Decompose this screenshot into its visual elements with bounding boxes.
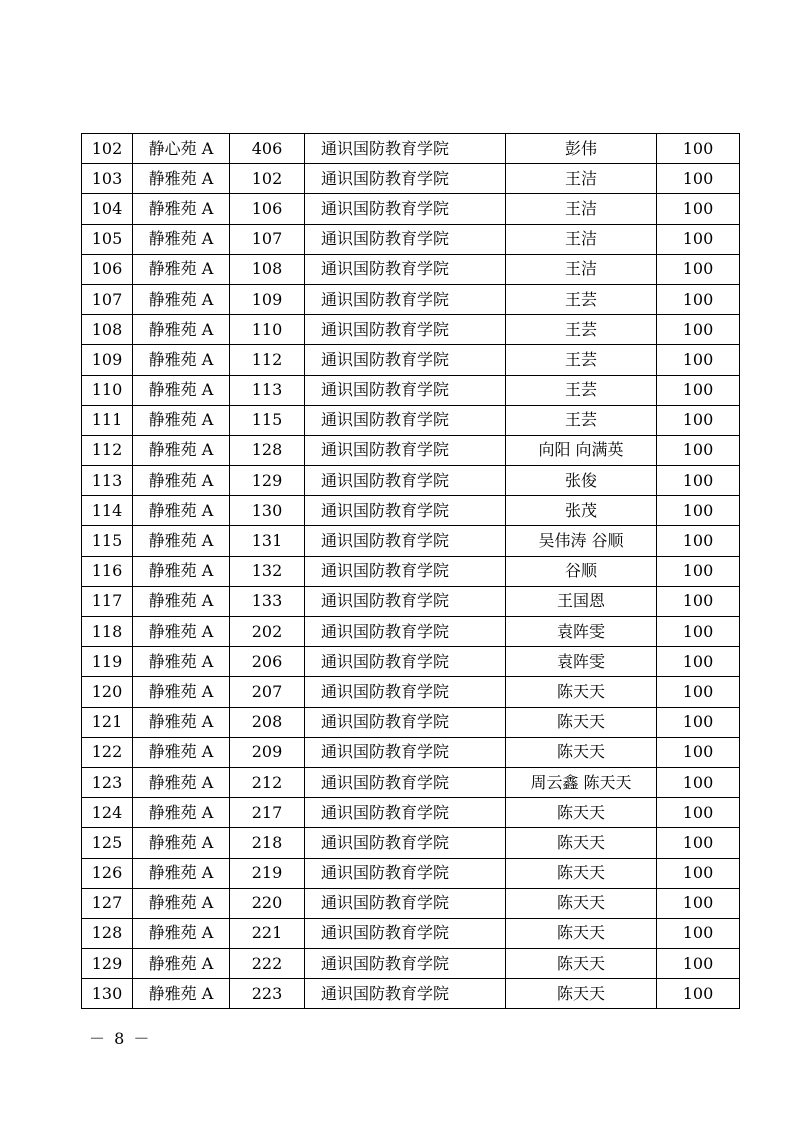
cell-building: 静雅苑 A: [133, 586, 230, 616]
cell-number: 122: [82, 737, 133, 767]
cell-college: 通识国防教育学院: [305, 647, 506, 677]
cell-teacher: 王芸: [506, 375, 657, 405]
cell-college: 通识国防教育学院: [305, 677, 506, 707]
cell-building: 静雅苑 A: [133, 466, 230, 496]
cell-college: 通识国防教育学院: [305, 828, 506, 858]
cell-building: 静雅苑 A: [133, 254, 230, 284]
cell-teacher: 张茂: [506, 496, 657, 526]
cell-college: 通识国防教育学院: [305, 284, 506, 314]
cell-score: 100: [657, 737, 740, 767]
cell-room: 129: [230, 466, 305, 496]
cell-room: 112: [230, 345, 305, 375]
cell-building: 静雅苑 A: [133, 435, 230, 465]
cell-score: 100: [657, 134, 740, 164]
table-body: [82, 134, 740, 1009]
cell-building: 静雅苑 A: [133, 405, 230, 435]
cell-room: 108: [230, 254, 305, 284]
cell-teacher: 王洁: [506, 164, 657, 194]
cell-room: 113: [230, 375, 305, 405]
cell-building: 静雅苑 A: [133, 526, 230, 556]
cell-college: 通识国防教育学院: [305, 224, 506, 254]
cell-number: 117: [82, 586, 133, 616]
cell-room: 222: [230, 949, 305, 979]
table-row: [82, 164, 740, 194]
cell-score: 100: [657, 707, 740, 737]
cell-teacher: 向阳 向满英: [506, 435, 657, 465]
cell-teacher: 王芸: [506, 284, 657, 314]
cell-building: 静雅苑 A: [133, 979, 230, 1009]
cell-room: 223: [230, 979, 305, 1009]
cell-college: 通识国防教育学院: [305, 435, 506, 465]
cell-building: 静雅苑 A: [133, 707, 230, 737]
cell-teacher: 王洁: [506, 254, 657, 284]
cell-building: 静雅苑 A: [133, 888, 230, 918]
cell-building: 静雅苑 A: [133, 798, 230, 828]
cell-room: 133: [230, 586, 305, 616]
cell-teacher: 吴伟涛 谷顺: [506, 526, 657, 556]
cell-college: 通识国防教育学院: [305, 858, 506, 888]
cell-score: 100: [657, 828, 740, 858]
cell-room: 217: [230, 798, 305, 828]
cell-building: 静雅苑 A: [133, 224, 230, 254]
cell-score: 100: [657, 466, 740, 496]
cell-room: 212: [230, 767, 305, 797]
cell-building: 静雅苑 A: [133, 617, 230, 647]
cell-score: 100: [657, 647, 740, 677]
table-row: [82, 949, 740, 979]
cell-number: 115: [82, 526, 133, 556]
table-row: [82, 677, 740, 707]
cell-room: 115: [230, 405, 305, 435]
cell-building: 静雅苑 A: [133, 858, 230, 888]
cell-building: 静雅苑 A: [133, 767, 230, 797]
cell-teacher: 彭伟: [506, 134, 657, 164]
cell-teacher: 王芸: [506, 345, 657, 375]
cell-score: 100: [657, 254, 740, 284]
table-row: [82, 918, 740, 948]
table-row: [82, 617, 740, 647]
table-row: [82, 466, 740, 496]
cell-score: 100: [657, 375, 740, 405]
cell-college: 通识国防教育学院: [305, 737, 506, 767]
cell-teacher: 陈天天: [506, 677, 657, 707]
table-row: [82, 888, 740, 918]
cell-number: 107: [82, 284, 133, 314]
cell-score: 100: [657, 888, 740, 918]
table-row: [82, 828, 740, 858]
table-row: [82, 647, 740, 677]
cell-teacher: 袁阵雯: [506, 647, 657, 677]
cell-teacher: 谷顺: [506, 556, 657, 586]
cell-teacher: 王芸: [506, 405, 657, 435]
cell-room: 406: [230, 134, 305, 164]
cell-score: 100: [657, 194, 740, 224]
cell-number: 102: [82, 134, 133, 164]
cell-score: 100: [657, 586, 740, 616]
cell-college: 通识国防教育学院: [305, 164, 506, 194]
cell-college: 通识国防教育学院: [305, 194, 506, 224]
cell-building: 静雅苑 A: [133, 496, 230, 526]
table-row: [82, 375, 740, 405]
cell-teacher: 袁阵雯: [506, 617, 657, 647]
cell-number: 110: [82, 375, 133, 405]
table-row: [82, 798, 740, 828]
cell-building: 静雅苑 A: [133, 284, 230, 314]
cell-building: 静雅苑 A: [133, 345, 230, 375]
cell-teacher: 陈天天: [506, 737, 657, 767]
cell-score: 100: [657, 526, 740, 556]
cell-room: 102: [230, 164, 305, 194]
cell-score: 100: [657, 617, 740, 647]
table-row: [82, 556, 740, 586]
cell-college: 通识国防教育学院: [305, 526, 506, 556]
cell-score: 100: [657, 224, 740, 254]
cell-college: 通识国防教育学院: [305, 315, 506, 345]
cell-score: 100: [657, 949, 740, 979]
cell-teacher: 陈天天: [506, 949, 657, 979]
cell-college: 通识国防教育学院: [305, 949, 506, 979]
cell-college: 通识国防教育学院: [305, 617, 506, 647]
cell-room: 220: [230, 888, 305, 918]
cell-teacher: 陈天天: [506, 707, 657, 737]
cell-score: 100: [657, 405, 740, 435]
cell-room: 218: [230, 828, 305, 858]
cell-room: 221: [230, 918, 305, 948]
cell-teacher: 张俊: [506, 466, 657, 496]
cell-college: 通识国防教育学院: [305, 254, 506, 284]
cell-college: 通识国防教育学院: [305, 496, 506, 526]
cell-building: 静雅苑 A: [133, 677, 230, 707]
cell-number: 128: [82, 918, 133, 948]
cell-college: 通识国防教育学院: [305, 405, 506, 435]
cell-building: 静雅苑 A: [133, 375, 230, 405]
cell-teacher: 陈天天: [506, 858, 657, 888]
cell-college: 通识国防教育学院: [305, 375, 506, 405]
cell-college: 通识国防教育学院: [305, 707, 506, 737]
cell-building: 静雅苑 A: [133, 556, 230, 586]
cell-room: 107: [230, 224, 305, 254]
cell-room: 207: [230, 677, 305, 707]
cell-building: 静雅苑 A: [133, 949, 230, 979]
cell-score: 100: [657, 496, 740, 526]
cell-building: 静雅苑 A: [133, 194, 230, 224]
cell-teacher: 陈天天: [506, 979, 657, 1009]
cell-college: 通识国防教育学院: [305, 345, 506, 375]
cell-score: 100: [657, 435, 740, 465]
cell-room: 208: [230, 707, 305, 737]
table-row: [82, 315, 740, 345]
table-row: [82, 435, 740, 465]
cell-number: 112: [82, 435, 133, 465]
cell-building: 静雅苑 A: [133, 164, 230, 194]
cell-college: 通识国防教育学院: [305, 134, 506, 164]
table-row: [82, 224, 740, 254]
cell-college: 通识国防教育学院: [305, 466, 506, 496]
cell-college: 通识国防教育学院: [305, 556, 506, 586]
cell-teacher: 陈天天: [506, 888, 657, 918]
cell-teacher: 王洁: [506, 194, 657, 224]
cell-score: 100: [657, 979, 740, 1009]
table-row: [82, 194, 740, 224]
cell-room: 209: [230, 737, 305, 767]
cell-score: 100: [657, 556, 740, 586]
table-row: [82, 858, 740, 888]
cell-teacher: 王芸: [506, 315, 657, 345]
cell-college: 通识国防教育学院: [305, 798, 506, 828]
cell-building: 静雅苑 A: [133, 918, 230, 948]
cell-teacher: 陈天天: [506, 828, 657, 858]
page-number: － 8 －: [89, 1029, 152, 1048]
cell-number: 118: [82, 617, 133, 647]
cell-number: 113: [82, 466, 133, 496]
table-row: [82, 134, 740, 164]
table-row: [82, 284, 740, 314]
table-row: [82, 586, 740, 616]
cell-number: 114: [82, 496, 133, 526]
cell-teacher: 陈天天: [506, 918, 657, 948]
cell-number: 124: [82, 798, 133, 828]
cell-score: 100: [657, 284, 740, 314]
cell-teacher: 王国恩: [506, 586, 657, 616]
cell-score: 100: [657, 315, 740, 345]
cell-score: 100: [657, 345, 740, 375]
cell-score: 100: [657, 918, 740, 948]
cell-college: 通识国防教育学院: [305, 979, 506, 1009]
table-row: [82, 345, 740, 375]
cell-building: 静心苑 A: [133, 134, 230, 164]
cell-college: 通识国防教育学院: [305, 586, 506, 616]
cell-number: 104: [82, 194, 133, 224]
cell-room: 128: [230, 435, 305, 465]
cell-room: 109: [230, 284, 305, 314]
cell-number: 109: [82, 345, 133, 375]
table-row: [82, 707, 740, 737]
cell-room: 110: [230, 315, 305, 345]
cell-number: 123: [82, 767, 133, 797]
table-row: [82, 405, 740, 435]
cell-teacher: 周云鑫 陈天天: [506, 767, 657, 797]
cell-number: 103: [82, 164, 133, 194]
cell-score: 100: [657, 164, 740, 194]
cell-number: 119: [82, 647, 133, 677]
cell-number: 116: [82, 556, 133, 586]
cell-number: 125: [82, 828, 133, 858]
cell-score: 100: [657, 767, 740, 797]
table-row: [82, 767, 740, 797]
cell-building: 静雅苑 A: [133, 315, 230, 345]
cell-number: 108: [82, 315, 133, 345]
cell-number: 121: [82, 707, 133, 737]
cell-score: 100: [657, 677, 740, 707]
table-row: [82, 254, 740, 284]
cell-score: 100: [657, 858, 740, 888]
table-row: [82, 979, 740, 1009]
cell-college: 通识国防教育学院: [305, 888, 506, 918]
cell-number: 105: [82, 224, 133, 254]
table-row: [82, 526, 740, 556]
cell-college: 通识国防教育学院: [305, 918, 506, 948]
cell-teacher: 王洁: [506, 224, 657, 254]
cell-room: 206: [230, 647, 305, 677]
cell-number: 120: [82, 677, 133, 707]
cell-room: 106: [230, 194, 305, 224]
cell-room: 202: [230, 617, 305, 647]
cell-number: 111: [82, 405, 133, 435]
cell-building: 静雅苑 A: [133, 647, 230, 677]
cell-teacher: 陈天天: [506, 798, 657, 828]
cell-number: 127: [82, 888, 133, 918]
cell-building: 静雅苑 A: [133, 737, 230, 767]
cell-score: 100: [657, 798, 740, 828]
dormitory-score-table: [81, 133, 740, 1009]
cell-building: 静雅苑 A: [133, 828, 230, 858]
table-row: [82, 737, 740, 767]
cell-number: 130: [82, 979, 133, 1009]
cell-number: 106: [82, 254, 133, 284]
cell-room: 130: [230, 496, 305, 526]
cell-room: 131: [230, 526, 305, 556]
cell-college: 通识国防教育学院: [305, 767, 506, 797]
cell-number: 126: [82, 858, 133, 888]
cell-room: 132: [230, 556, 305, 586]
table-row: [82, 496, 740, 526]
cell-room: 219: [230, 858, 305, 888]
cell-number: 129: [82, 949, 133, 979]
